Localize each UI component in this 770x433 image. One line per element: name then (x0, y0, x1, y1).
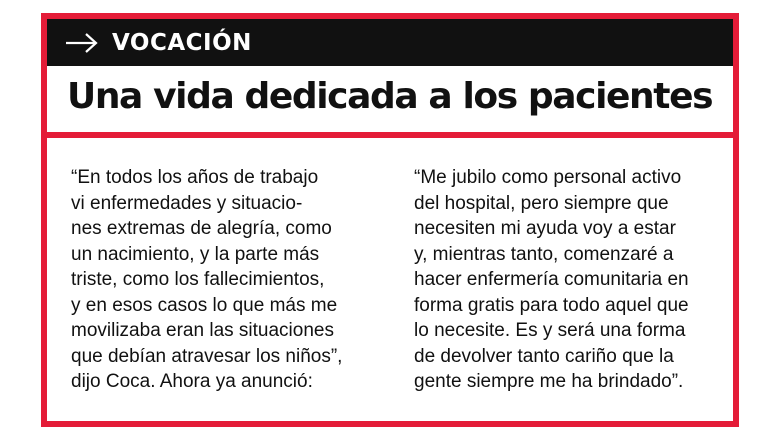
text-line: del hospital, pero siempre que (414, 192, 669, 214)
text-line: dijo Coca. Ahora ya anunció: (71, 371, 313, 392)
text-line: “En todos los años de trabajo (71, 167, 319, 188)
text-line: nes extremas de alegría, como (71, 218, 332, 239)
text-line: movilizaba eran las situaciones (71, 320, 334, 341)
section-bar (47, 19, 733, 66)
text-line: y en esos casos lo que más me (71, 294, 338, 316)
text-line: que debían atravesar los niños”, (71, 345, 343, 367)
text-line: vi enfermedades y situacio- (71, 192, 303, 214)
quote-column-right (414, 165, 689, 395)
headline: Una vida dedicada a los pacientes (67, 76, 713, 117)
article-box (41, 13, 739, 427)
quote-column-left (71, 165, 342, 395)
text-line: un nacimiento, y la parte más (71, 243, 320, 265)
text-line: hacer enfermería comunitaria en (414, 269, 689, 290)
text-line: gente siempre me ha brindado”. (414, 371, 684, 392)
text-line: forma gratis para todo aquel que (414, 294, 689, 316)
arrow-right-icon (64, 31, 100, 55)
text-line: lo necesite. Es y será una forma (414, 320, 686, 341)
section-label: VOCACIÓN (112, 29, 252, 56)
text-line: necesiten mi ayuda voy a estar (414, 218, 676, 239)
text-line: de devolver tanto cariño que la (414, 345, 674, 367)
divider (47, 132, 733, 138)
text-line: “Me jubilo como personal activo (414, 167, 682, 188)
text-line: y, mientras tanto, comenzaré a (414, 243, 674, 265)
text-line: triste, como los fallecimientos, (71, 269, 325, 290)
